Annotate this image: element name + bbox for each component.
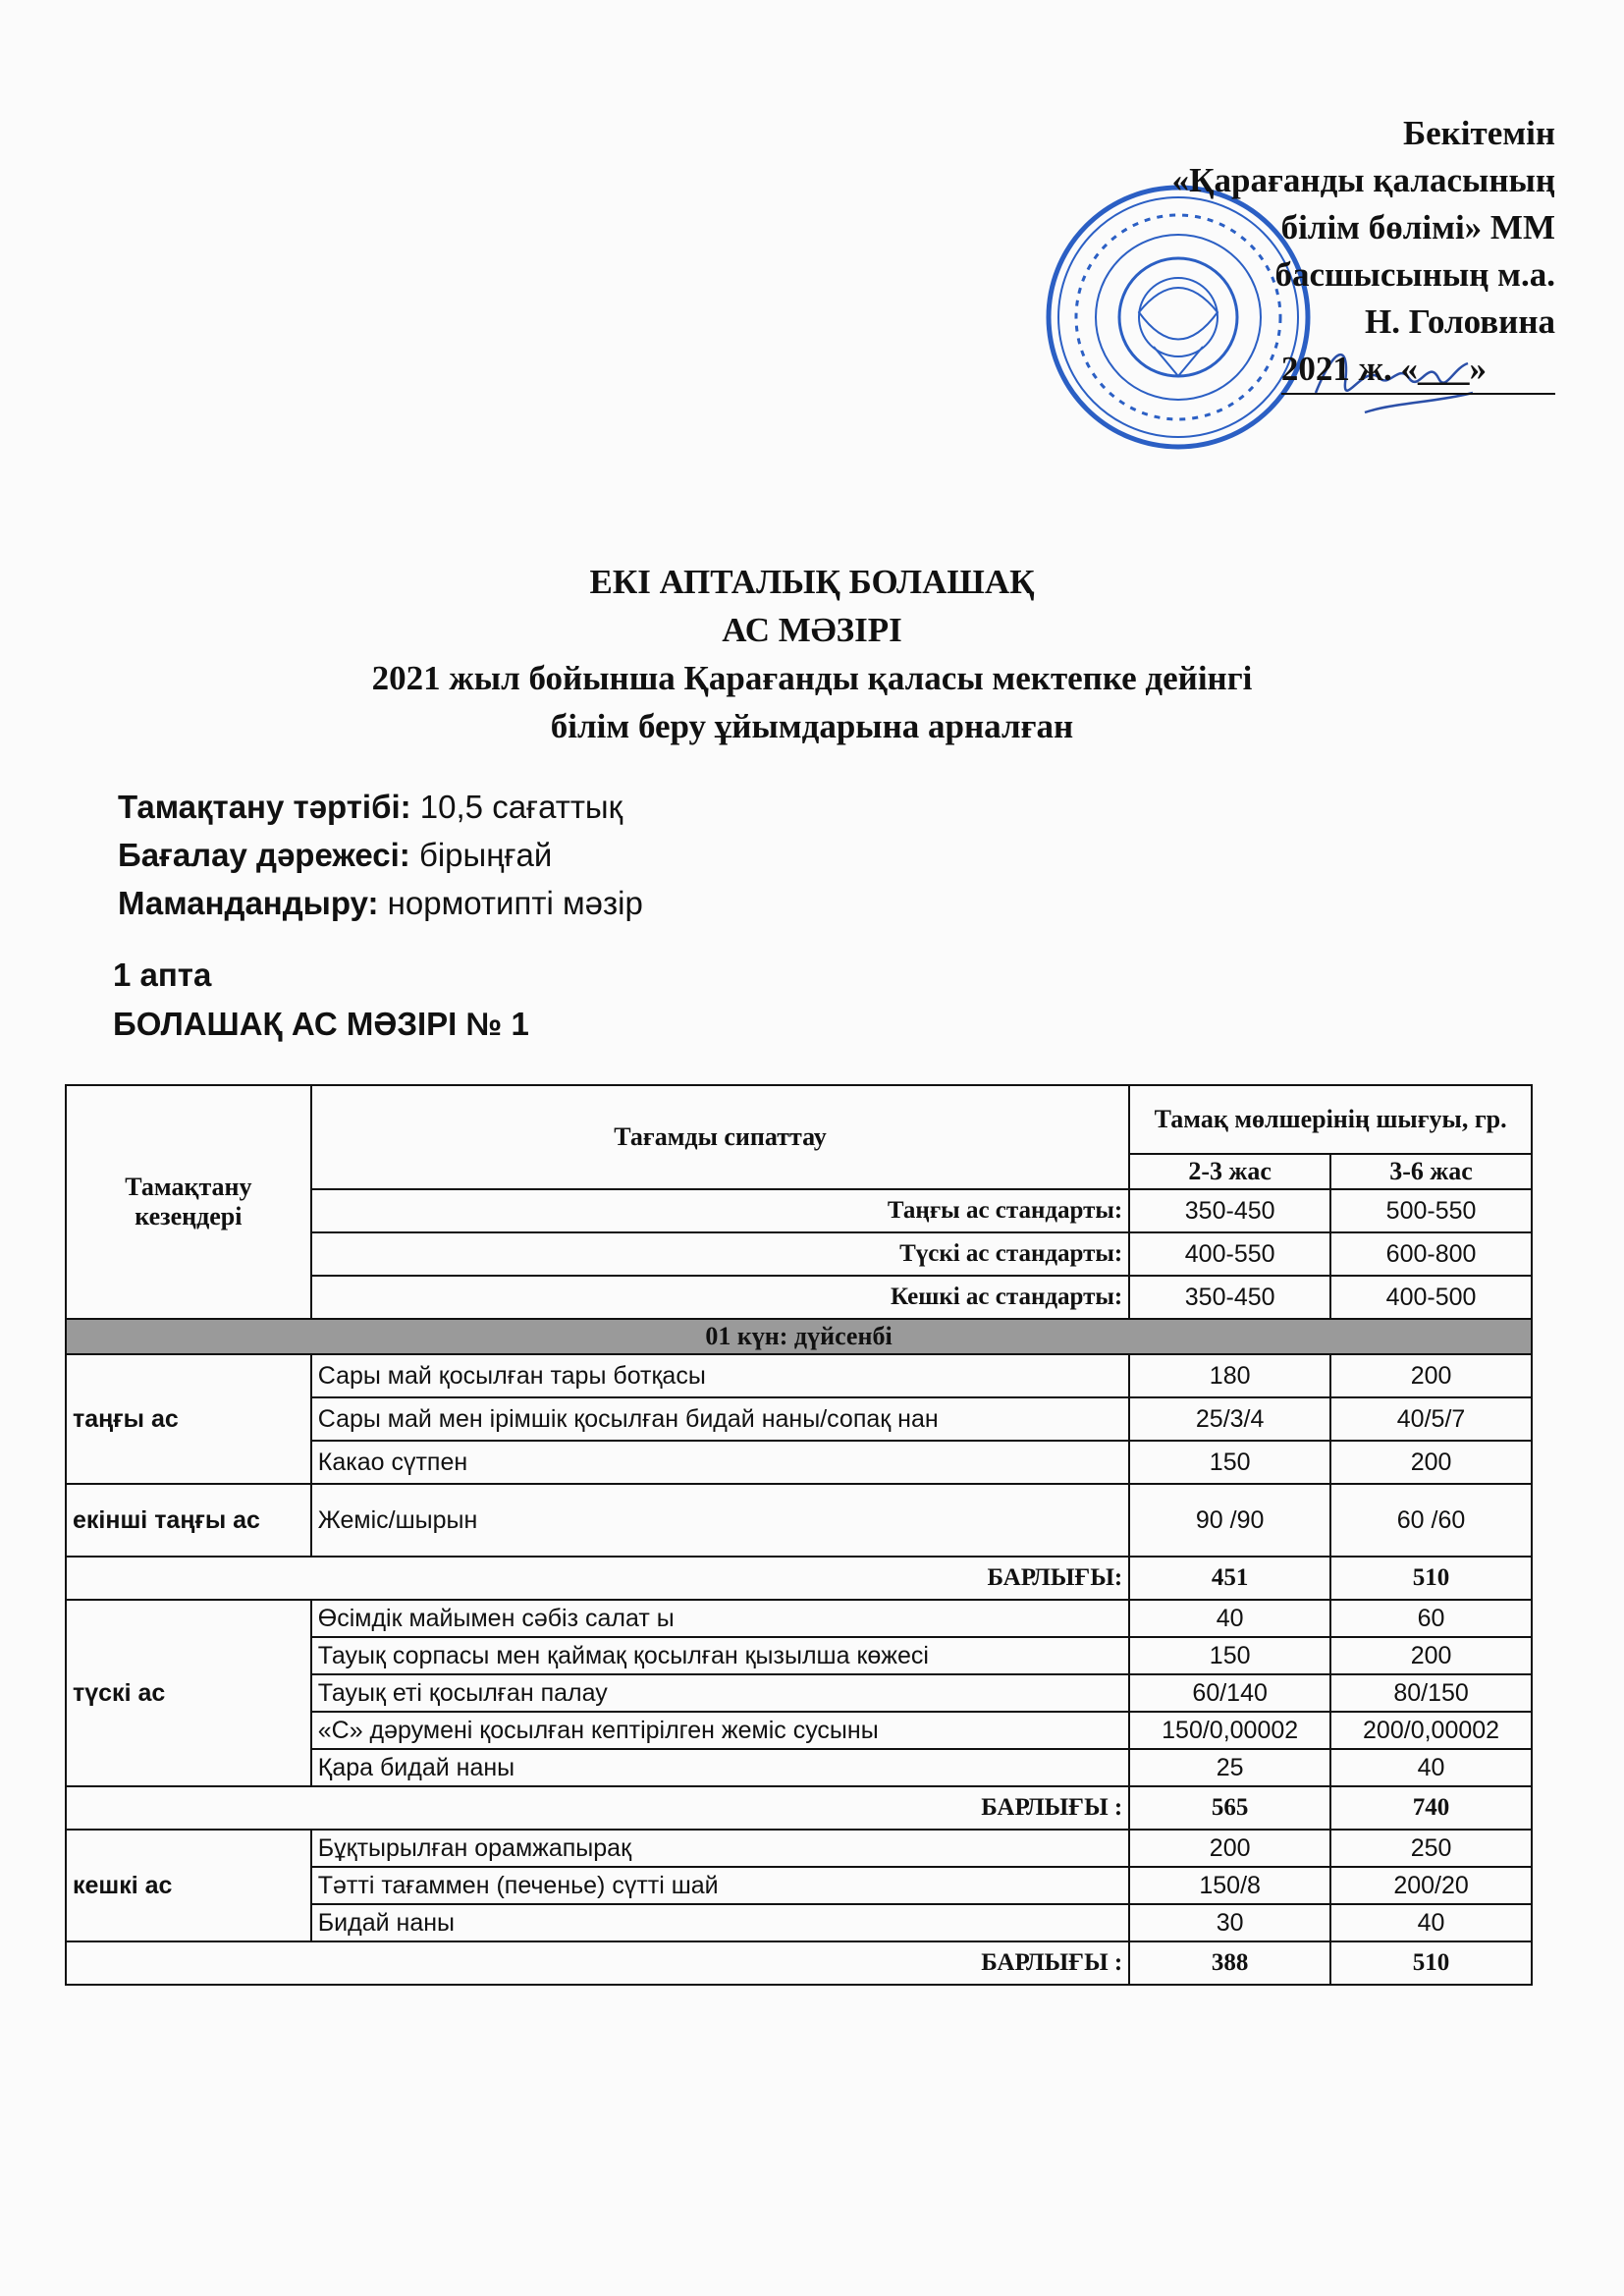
- regime-value: 10,5 сағаттық: [410, 789, 623, 825]
- total-value: 388: [1129, 1941, 1330, 1985]
- standard-value: 500-550: [1330, 1189, 1532, 1232]
- period-breakfast: таңғы ас: [66, 1354, 311, 1484]
- spec-value: нормотипті мәзір: [378, 885, 643, 921]
- table-row: [66, 1354, 1532, 1397]
- approval-signer: Н. Головина: [1365, 302, 1555, 341]
- period-lunch: түскі ас: [66, 1600, 311, 1786]
- header-period: Тамақтану кезеңдері: [66, 1085, 311, 1319]
- dish-name: Жеміс/шырын: [311, 1484, 1129, 1557]
- dish-value: 200: [1129, 1830, 1330, 1867]
- dish-value: 250: [1330, 1830, 1532, 1867]
- dish-name: Сары май қосылған тары ботқасы: [311, 1354, 1129, 1397]
- page-title: [0, 558, 1624, 750]
- table-row: [66, 1484, 1532, 1557]
- total-label: БАРЛЫҒЫ:: [66, 1557, 1129, 1600]
- spec-label: Мамандандыру:: [118, 885, 379, 921]
- header-yield: Тамақ мөлшерінің шығуы, гр.: [1129, 1085, 1532, 1154]
- period-dinner: кешкі ас: [66, 1830, 311, 1941]
- approval-block: [1172, 110, 1555, 395]
- dish-value: 150/0,00002: [1129, 1712, 1330, 1749]
- dish-value: 60: [1330, 1600, 1532, 1637]
- dish-name: Қара бидай наны: [311, 1749, 1129, 1786]
- dish-value: 25/3/4: [1129, 1397, 1330, 1441]
- dish-name: Сары май мен ірімшік қосылған бидай наны/сопақ нан: [311, 1397, 1129, 1441]
- standard-value: 400-550: [1129, 1232, 1330, 1276]
- menu-meta: [118, 784, 643, 928]
- period-second-breakfast: екінші таңғы ас: [66, 1484, 311, 1557]
- dish-value: 40: [1330, 1749, 1532, 1786]
- total-label: БАРЛЫҒЫ :: [66, 1941, 1129, 1985]
- total-row: [66, 1941, 1532, 1985]
- approval-line: «Қарағанды қаласының: [1171, 161, 1555, 199]
- dish-value: 40/5/7: [1330, 1397, 1532, 1441]
- dish-value: 90 /90: [1129, 1484, 1330, 1557]
- regime-label: Тамақтану тәртібі:: [118, 789, 411, 825]
- dish-value: 200/0,00002: [1330, 1712, 1532, 1749]
- approval-line: білім бөлімі» ММ: [1280, 208, 1555, 246]
- title-line: АС МӘЗІРІ: [722, 611, 902, 649]
- standard-value: 400-500: [1330, 1276, 1532, 1319]
- week-label: 1 апта: [113, 957, 212, 993]
- dish-name: Тауық еті қосылған палау: [311, 1674, 1129, 1712]
- total-label: БАРЛЫҒЫ :: [66, 1786, 1129, 1830]
- approval-date: 2021 ж. «___»: [1281, 346, 1555, 395]
- standard-value: 600-800: [1330, 1232, 1532, 1276]
- approval-line: Бекітемін: [1402, 114, 1555, 152]
- dish-value: 40: [1330, 1904, 1532, 1941]
- dish-name: Тауық сорпасы мен қаймақ қосылған қызылша көжесі: [311, 1637, 1129, 1674]
- header-age-2-3: 2-3 жас: [1129, 1154, 1330, 1189]
- total-value: 565: [1129, 1786, 1330, 1830]
- dish-value: 30: [1129, 1904, 1330, 1941]
- header-age-3-6: 3-6 жас: [1330, 1154, 1532, 1189]
- level-label: Бағалау дәрежесі:: [118, 837, 410, 873]
- day-row: [66, 1319, 1532, 1354]
- dish-name: «С» дәрумені қосылған кептірілген жеміс сусыны: [311, 1712, 1129, 1749]
- total-value: 510: [1330, 1557, 1532, 1600]
- dish-value: 60/140: [1129, 1674, 1330, 1712]
- level-value: бірыңғай: [409, 837, 553, 873]
- week-heading: [113, 951, 529, 1049]
- total-row: [66, 1786, 1532, 1830]
- total-value: 740: [1330, 1786, 1532, 1830]
- dish-name: Тәтті тағаммен (печенье) сүтті шай: [311, 1867, 1129, 1904]
- title-line: 2021 жыл бойынша Қарағанды қаласы мектепке дейінгі: [371, 659, 1253, 697]
- total-value: 451: [1129, 1557, 1330, 1600]
- total-row: [66, 1557, 1532, 1600]
- dish-name: Бұқтырылған орамжапырақ: [311, 1830, 1129, 1867]
- dish-value: 150: [1129, 1441, 1330, 1484]
- dish-name: Бидай наны: [311, 1904, 1129, 1941]
- table-header-row: [66, 1085, 1532, 1154]
- header-description: Тағамды сипаттау: [311, 1085, 1129, 1189]
- standard-label: Таңғы ас стандарты:: [311, 1189, 1129, 1232]
- dish-value: 150: [1129, 1637, 1330, 1674]
- dish-name: Какао сүтпен: [311, 1441, 1129, 1484]
- title-line: ЕКІ АПТАЛЫҚ БОЛАШАҚ: [589, 563, 1035, 601]
- menu-table: [65, 1084, 1533, 1986]
- standard-label: Түскі ас стандарты:: [311, 1232, 1129, 1276]
- standard-value: 350-450: [1129, 1276, 1330, 1319]
- dish-value: 80/150: [1330, 1674, 1532, 1712]
- title-line: білім беру ұйымдарына арналған: [550, 707, 1074, 745]
- day-label: 01 күн: дүйсенбі: [66, 1319, 1532, 1354]
- approval-line: басшысының м.а.: [1274, 255, 1555, 294]
- dish-value: 200: [1330, 1441, 1532, 1484]
- dish-value: 60 /60: [1330, 1484, 1532, 1557]
- table-row: [66, 1600, 1532, 1637]
- total-value: 510: [1330, 1941, 1532, 1985]
- dish-value: 200: [1330, 1354, 1532, 1397]
- dish-name: Өсімдік майымен сәбіз салат ы: [311, 1600, 1129, 1637]
- dish-value: 40: [1129, 1600, 1330, 1637]
- dish-value: 200/20: [1330, 1867, 1532, 1904]
- dish-value: 25: [1129, 1749, 1330, 1786]
- dish-value: 150/8: [1129, 1867, 1330, 1904]
- standard-value: 350-450: [1129, 1189, 1330, 1232]
- dish-value: 200: [1330, 1637, 1532, 1674]
- standard-label: Кешкі ас стандарты:: [311, 1276, 1129, 1319]
- table-row: [66, 1830, 1532, 1867]
- dish-value: 180: [1129, 1354, 1330, 1397]
- menu-number: БОЛАШАҚ АС МӘЗІРІ № 1: [113, 1006, 529, 1042]
